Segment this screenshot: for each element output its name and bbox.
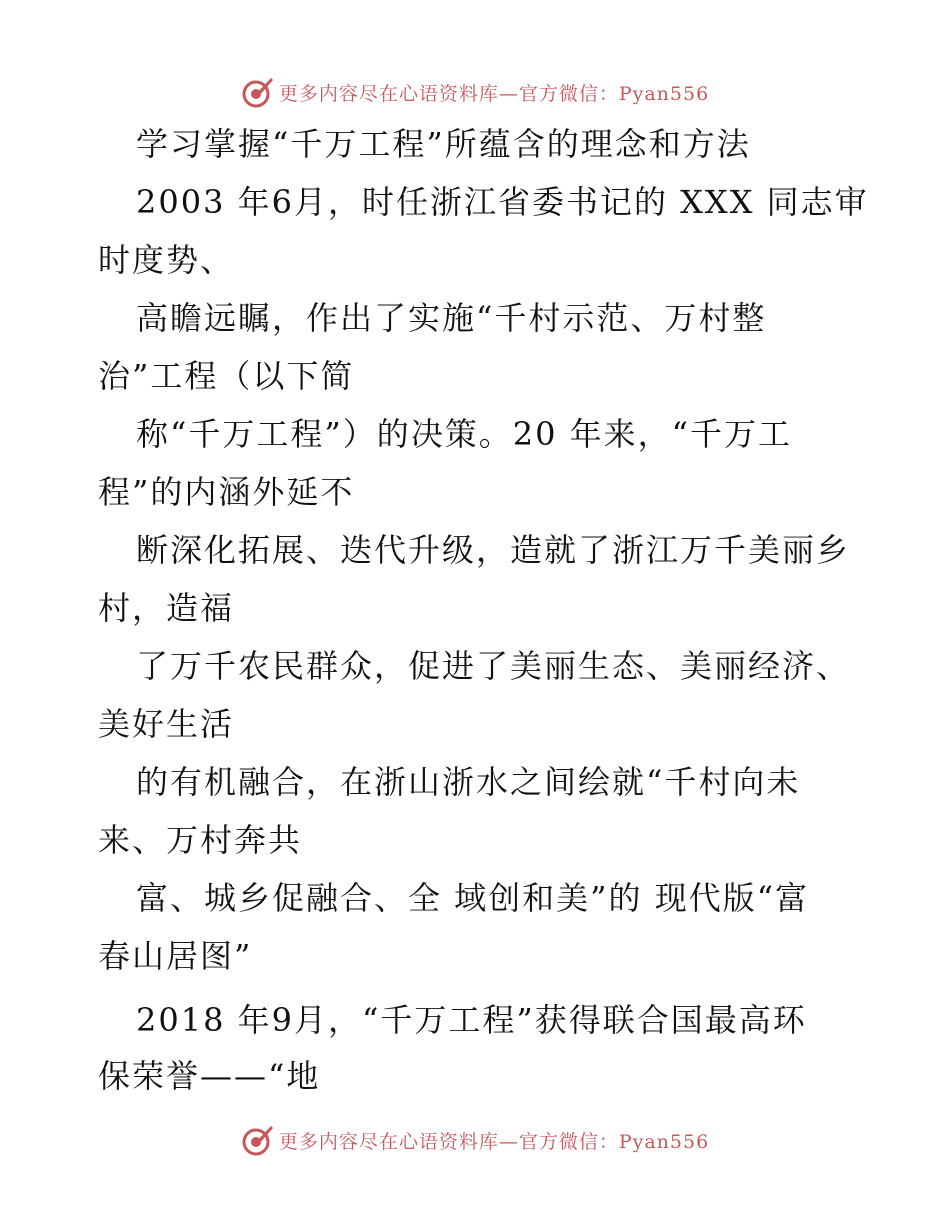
body-line: 村，造福 <box>98 589 235 627</box>
body-line: 的有机融合，在浙山浙水之间绘就“千村向未 <box>136 763 801 801</box>
body-line: 保荣誉——“地 <box>98 1057 321 1095</box>
body-line: 时度势、 <box>98 241 235 279</box>
body-line: 称“千万工程”）的决策。20 年来，“千万工 <box>136 415 792 453</box>
body-line: 富、城乡促融合、全 域创和美”的 现代版“富 <box>136 879 810 917</box>
body-line: 治”工程（以下简 <box>98 357 355 395</box>
watermark-header <box>0 72 950 112</box>
body-line: 春山居图” <box>98 937 253 975</box>
body-line: 美好生活 <box>98 705 235 743</box>
body-line: 来、万村奔共 <box>98 821 303 859</box>
body-line: 程”的内涵外延不 <box>98 473 355 511</box>
body-line: 2003 年6月，时任浙江省委书记的 XXX 同志审 <box>136 183 869 221</box>
watermark-text: 更多内容尽在心语资料库—官方微信：Pyan556 <box>278 1130 710 1153</box>
quill-logo-icon <box>241 1123 275 1157</box>
document-title: 学习掌握“千万工程”所蕴含的理念和方法 <box>136 125 751 163</box>
body-line: 2018 年9月，“千万工程”获得联合国最高环 <box>136 1001 807 1039</box>
body-line: 断深化拓展、迭代升级，造就了浙江万千美丽乡 <box>136 531 851 569</box>
body-line: 了万千农民群众，促进了美丽生态、美丽经济、 <box>136 647 851 685</box>
quill-logo-icon <box>241 75 275 109</box>
body-line: 高瞻远瞩，作出了实施“千村示范、万村整 <box>136 299 767 337</box>
watermark-footer <box>0 1120 950 1160</box>
watermark-text: 更多内容尽在心语资料库—官方微信：Pyan556 <box>278 82 710 105</box>
